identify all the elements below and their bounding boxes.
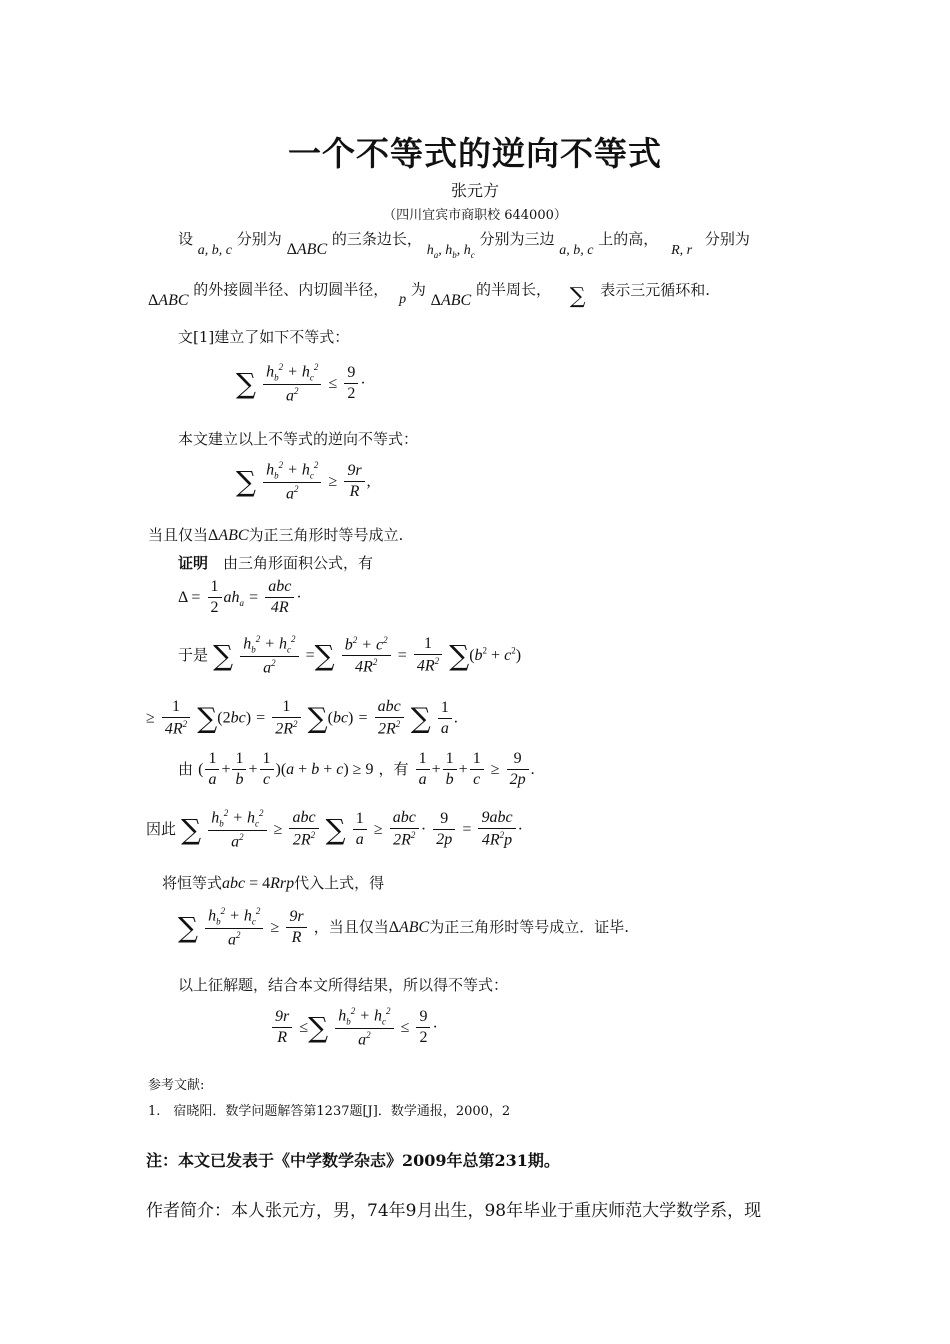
formula-original: ∑ $\frac{h_b^2 + h_c^2}{a^2}$ ≤ $\frac{9}{2}$ · <box>236 362 366 404</box>
references-heading: 参考文献: <box>148 1078 205 1093</box>
formula-reverse: ∑ $\frac{h_b^2 + h_c^2}{a^2}$ ≥ $\frac{9r}{R}$ , <box>236 460 371 502</box>
formula-yinci: 因此 ∑ $\frac{h_b^2 + h_c^2}{a^2}$ ≥ $\frac{\text{abc}}{2R^2}$ ∑ $\frac{1}{a}$ ≥ $\frac{\text{abc}}{2R^2}$ · $\frac{9}{2p}$ = $\frac{\text{9abc}}{4R^2p}$ · <box>146 808 523 850</box>
formula-area: Δ = $\frac{1}{2}$ $ah_a$ = $\frac{\text{abc}}{4R}$ · <box>178 578 302 616</box>
author: 张元方 <box>450 181 499 200</box>
intro-line-2: ΔABC 的外接圆半径、内切圆半径， p 为 ΔABC 的半周长， ∑ 表示三元循环和. <box>148 280 711 309</box>
combine-line: 以上征解题，结合本文所得结果，所以得不等式： <box>178 976 509 994</box>
formula-you: 由 ( $\frac{1}{a}$ + $\frac{1}{b}$ + $\frac{1}{c}$ )(a + b + c) ≥ 9 ，有 $\frac{1}{a}$ + $\frac{1}{b}$ + $\frac{1}{c}$ ≥ $\frac{9}{2p}$ . <box>178 750 535 788</box>
affiliation: （四川宜宾市商职校 644000） <box>383 208 567 223</box>
intro-line-1: 设 a, b, c 分别为 ΔABC 的三条边长， $h_a$, $h_b$, $h_c$ 分别为三边 a, b, c 上的高， R, r 分别为 <box>178 230 750 260</box>
author-bio: 作者简介：本人张元方，男，74年9月出生，98年毕业于重庆师范大学数学系，现 <box>146 1201 762 1221</box>
formula-combined: $\frac{9r}{R}$ ≤∑ $\frac{h_b^2 + h_c^2}{a^2}$ ≤ $\frac{9}{2}$ · <box>270 1006 438 1049</box>
page-title: 一个不等式的逆向不等式 <box>288 134 662 173</box>
equality-line: 当且仅当ΔABC为正三角形时等号成立. <box>148 526 404 544</box>
this-paper-line: 本文建立以上不等式的逆向不等式： <box>178 430 419 448</box>
reference-item-1: 1. 宿晓阳．数学问题解答第1237题[J]．数学通报，2000，2 <box>148 1104 511 1119</box>
substitute-line: 将恒等式abc = 4Rrp代入上式，得 <box>162 874 385 892</box>
formula-yushi: 于是 ∑ $\frac{h_b^2 + h_c^2}{a^2}$ =∑ $\frac{b^2 + c^2}{4R^2}$ = $\frac{1}{4R^2}$ $\sum(b^2 + c^2)$ <box>178 634 522 676</box>
formula-final: ∑ $\frac{h_b^2 + h_c^2}{a^2}$ ≥ $\frac{9r}{R}$ ，当且仅当ΔABC为正三角形时等号成立．证毕. <box>178 906 629 948</box>
proof-line: 证明 由三角形面积公式，有 <box>178 554 374 572</box>
formula-geq: ≥ $\frac{1}{4R^2}$ ∑(2bc) = $\frac{1}{2R^2}$ ∑(bc) = $\frac{\text{abc}}{2R^2}$ ∑ $\frac{1}{a}$ . <box>146 698 458 738</box>
cite-line: 文[1]建立了如下不等式： <box>178 328 350 346</box>
publication-note: 注：本文已发表于《中学数学杂志》2009年总第231期。 <box>146 1151 560 1170</box>
